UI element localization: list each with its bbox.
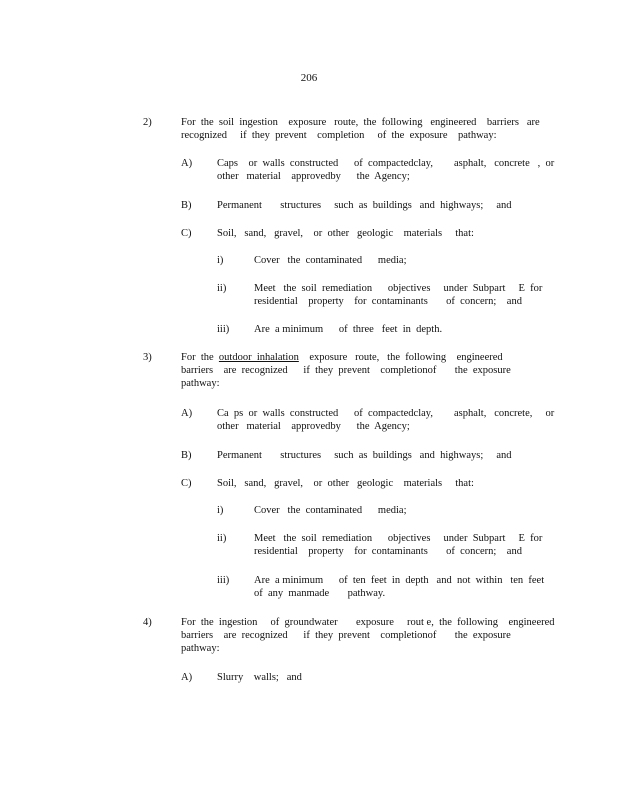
item-2c-label: C) — [181, 228, 192, 239]
item-2-line-2: recognized if they prevent completion of the exposure pathway: — [181, 130, 497, 141]
item-3c-iii-line-2: of any manmade pathway. — [254, 588, 386, 599]
item-2a-label: A) — [181, 158, 193, 169]
item-3c-i-label: i) — [217, 505, 224, 516]
item-3c-iii-label: iii) — [217, 575, 230, 586]
item-2c-iii-label: iii) — [217, 324, 230, 335]
item-3-line-1 — [181, 351, 503, 364]
item-2a-line-1: Caps or walls constructed of compactedclay, asphalt, concrete , or — [217, 158, 555, 169]
item-4-line-2: barriers are recognized if they prevent completionof the exposure — [181, 630, 511, 641]
item-2c-ii-line-2: residential property for contaminants of concern; and — [254, 296, 522, 307]
item-3c-iii-line-1: Are a minimum of ten feet in depth and not within ten feet — [254, 575, 545, 586]
item-4-line-3: pathway: — [181, 643, 220, 654]
item-2c-line-1: Soil, sand, gravel, or other geologic materials that: — [217, 228, 474, 239]
item-2-line-1: For the soil ingestion exposure route, the following engineered barriers are — [181, 117, 540, 128]
item-4-label: 4) — [143, 617, 152, 628]
item-3-line-2: barriers are recognized if they prevent completionof the exposure — [181, 365, 511, 376]
item-2-label: 2) — [143, 117, 152, 128]
item-3a-line-2: other material approvedby the Agency; — [217, 421, 410, 432]
item-4a-line-1: Slurry walls; and — [217, 672, 302, 683]
item-3c-ii-label: ii) — [217, 533, 227, 544]
item-2b-line-1: Permanent structures such as buildings and highways; and — [217, 200, 512, 211]
item-2a-line-2: other material approvedby the Agency; — [217, 171, 410, 182]
item-2c-i-label: i) — [217, 255, 224, 266]
item-3c-line-1: Soil, sand, gravel, or other geologic materials that: — [217, 478, 474, 489]
item-3-line-1-pre: For the — [181, 352, 219, 363]
item-4-line-1: For the ingestion of groundwater exposure rout e, the following engineered — [181, 617, 555, 628]
item-3a-line-1: Ca ps or walls constructed of compactedclay, asphalt, concrete, or — [217, 408, 555, 419]
item-3-line-3: pathway: — [181, 378, 220, 389]
item-3c-ii-line-2: residential property for contaminants of concern; and — [254, 546, 522, 557]
item-3a-label: A) — [181, 408, 193, 419]
page-number: 206 — [300, 72, 318, 84]
item-2b-label: B) — [181, 200, 192, 211]
item-3b-line-1: Permanent structures such as buildings and highways; and — [217, 450, 512, 461]
item-3-line-1-post: exposure route, the following engineered — [298, 352, 503, 363]
item-2c-iii-line-1: Are a minimum of three feet in depth. — [254, 324, 443, 335]
item-3-label: 3) — [143, 352, 152, 363]
item-3c-i-line-1: Cover the contaminated media; — [254, 505, 407, 516]
item-3c-ii-line-1: Meet the soil remediation objectives under Subpart E for — [254, 533, 543, 544]
item-3b-label: B) — [181, 450, 192, 461]
item-4a-label: A) — [181, 672, 193, 683]
item-2c-ii-label: ii) — [217, 283, 227, 294]
underlined-term: outdoor inhalation — [218, 352, 299, 363]
item-2c-i-line-1: Cover the contaminated media; — [254, 255, 407, 266]
item-2c-ii-line-1: Meet the soil remediation objectives under Subpart E for — [254, 283, 543, 294]
item-3c-label: C) — [181, 478, 192, 489]
